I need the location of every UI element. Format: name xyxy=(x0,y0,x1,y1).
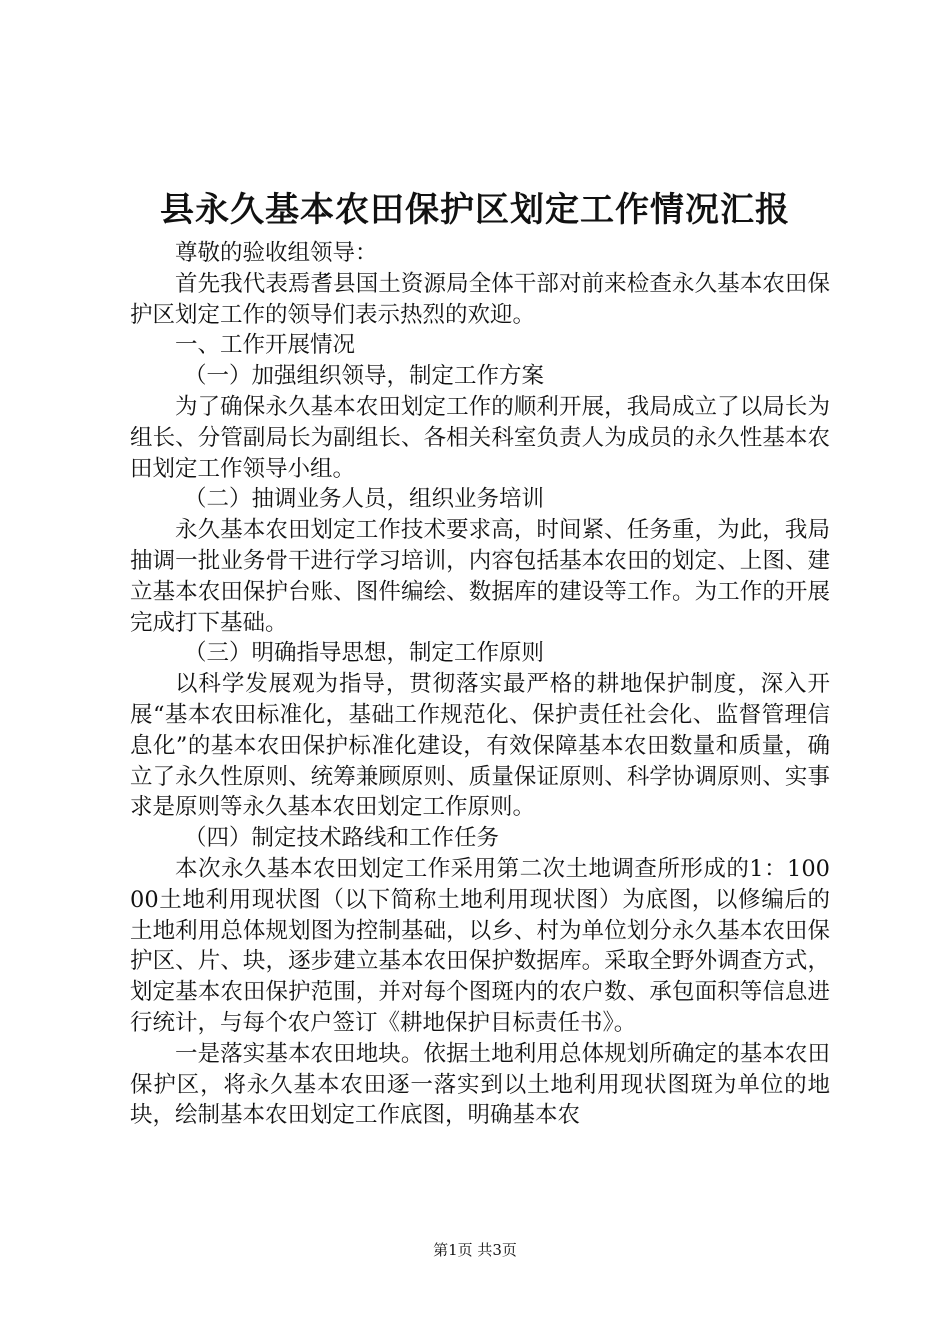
section-heading: 一、工作开展情况 xyxy=(175,332,356,359)
document-title: 县永久基本农田保护区划定工作情况汇报 xyxy=(160,190,790,230)
subsection-heading: （三）明确指导思想，制定工作原则 xyxy=(184,640,545,667)
page-footer: 第1页 共3页 xyxy=(433,1241,517,1259)
subsection-heading: （一）加强组织领导，制定工作方案 xyxy=(184,363,545,390)
salutation: 尊敬的验收组领导： xyxy=(175,240,378,266)
body-paragraph: 以科学发展观为指导，贯彻落实最严格的耕地保护制度，深入开展“基本农田标准化，基础工作规范化、保护责任社会化、监督管理信息化”的基本农田保护标准化建设，有效保障基本农田数量和质量，确立了永久性原则、统筹兼顾原则、质量保证原则、科学协调原则、实事求是原则等永久基本农田划定工作原则。 xyxy=(130,671,830,821)
opening-paragraph: 首先我代表焉耆县国土资源局全体干部对前来检查永久基本农田保护区划定工作的领导们表示热烈的欢迎。 xyxy=(130,270,830,328)
subsection-heading: （二）抽调业务人员，组织业务培训 xyxy=(184,486,545,513)
document-body xyxy=(130,238,830,1131)
subsection-heading: （四）制定技术路线和工作任务 xyxy=(184,825,500,852)
body-paragraph: 本次永久基本农田划定工作采用第二次土地调查所形成的1：10000土地利用现状图（以下简称土地利用现状图）为底图，以修编后的土地利用总体规划图为控制基础，以乡、村为单位划分永久基本农田保护区、片、块，逐步建立基本农田保护数据库。采取全野外调查方式，划定基本农田保护范围，并对每个图斑内的农户数、承包面积等信息进行统计，与每个农户签订《耕地保护目标责任书》。 xyxy=(130,855,830,1036)
body-paragraph: 永久基本农田划定工作技术要求高，时间紧、任务重，为此，我局抽调一批业务骨干进行学习培训，内容包括基本农田的划定、上图、建立基本农田保护台账、图件编绘、数据库的建设等工作。为工作的开展完成打下基础。 xyxy=(130,517,830,636)
body-paragraph: 一是落实基本农田地块。依据土地利用总体规划所确定的基本农田保护区，将永久基本农田逐一落实到以土地利用现状图斑为单位的地块，绘制基本农田划定工作底图，明确基本农 xyxy=(130,1040,830,1129)
body-paragraph: 为了确保永久基本农田划定工作的顺利开展，我局成立了以局长为组长、分管副局长为副组长、各相关科室负责人为成员的永久性基本农田划定工作领导小组。 xyxy=(130,393,830,482)
